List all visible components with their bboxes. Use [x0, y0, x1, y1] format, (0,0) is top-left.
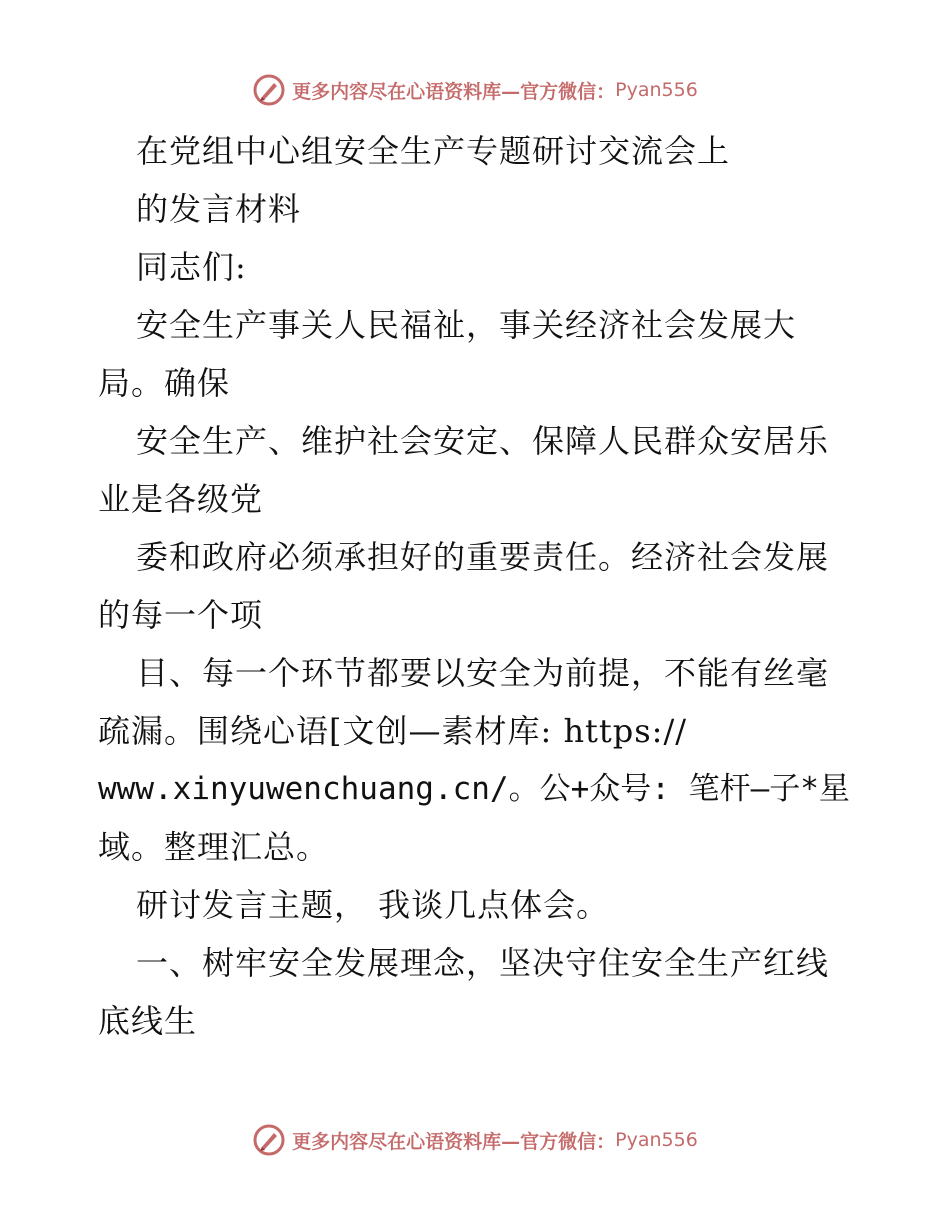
text-line: 疏漏。围绕心语[文创—素材库: https:// — [98, 712, 688, 750]
banner-wechat-id: Pyan556 — [615, 1129, 698, 1151]
text-line: 研讨发言主题， 我谈几点体会。 — [136, 886, 610, 924]
text-line: 目、每一个环节都要以安全为前提，不能有丝毫 — [136, 654, 830, 692]
text-line: www.xinyuwenchuang.cn/。公+众号: 笔杆—子*星 — [98, 771, 850, 807]
text-line: 在党组中心组安全生产专题研讨交流会上 — [136, 132, 731, 170]
pen-logo-icon — [252, 1123, 286, 1157]
header-banner — [0, 70, 950, 110]
pen-logo-icon — [252, 73, 286, 107]
banner-text: 更多内容尽在心语资料库—官方微信： — [292, 1130, 616, 1153]
text-line: 一、树牢安全发展理念，坚决守住安全生产红线 — [136, 944, 830, 982]
footer-banner — [0, 1120, 950, 1160]
text-line: 域。整理汇总。 — [98, 828, 330, 866]
text-line: 安全生产事关人民福祉，事关经济社会发展大 — [136, 306, 797, 344]
text-line: 安全生产、维护社会安定、保障人民群众安居乐 — [136, 422, 830, 460]
text-line: 业是各级党 — [98, 480, 264, 518]
text-line: 的每一个项 — [98, 596, 264, 634]
banner-text: 更多内容尽在心语资料库—官方微信： — [292, 80, 616, 103]
document-body — [98, 122, 878, 1050]
banner-wechat-id: Pyan556 — [615, 79, 698, 101]
text-line: 同志们: — [136, 248, 247, 286]
text-line: 局。确保 — [98, 364, 231, 402]
text-line: 的发言材料 — [136, 190, 302, 228]
text-line: 底线生 — [98, 1002, 198, 1040]
text-line: 委和政府必须承担好的重要责任。经济社会发展 — [136, 538, 830, 576]
